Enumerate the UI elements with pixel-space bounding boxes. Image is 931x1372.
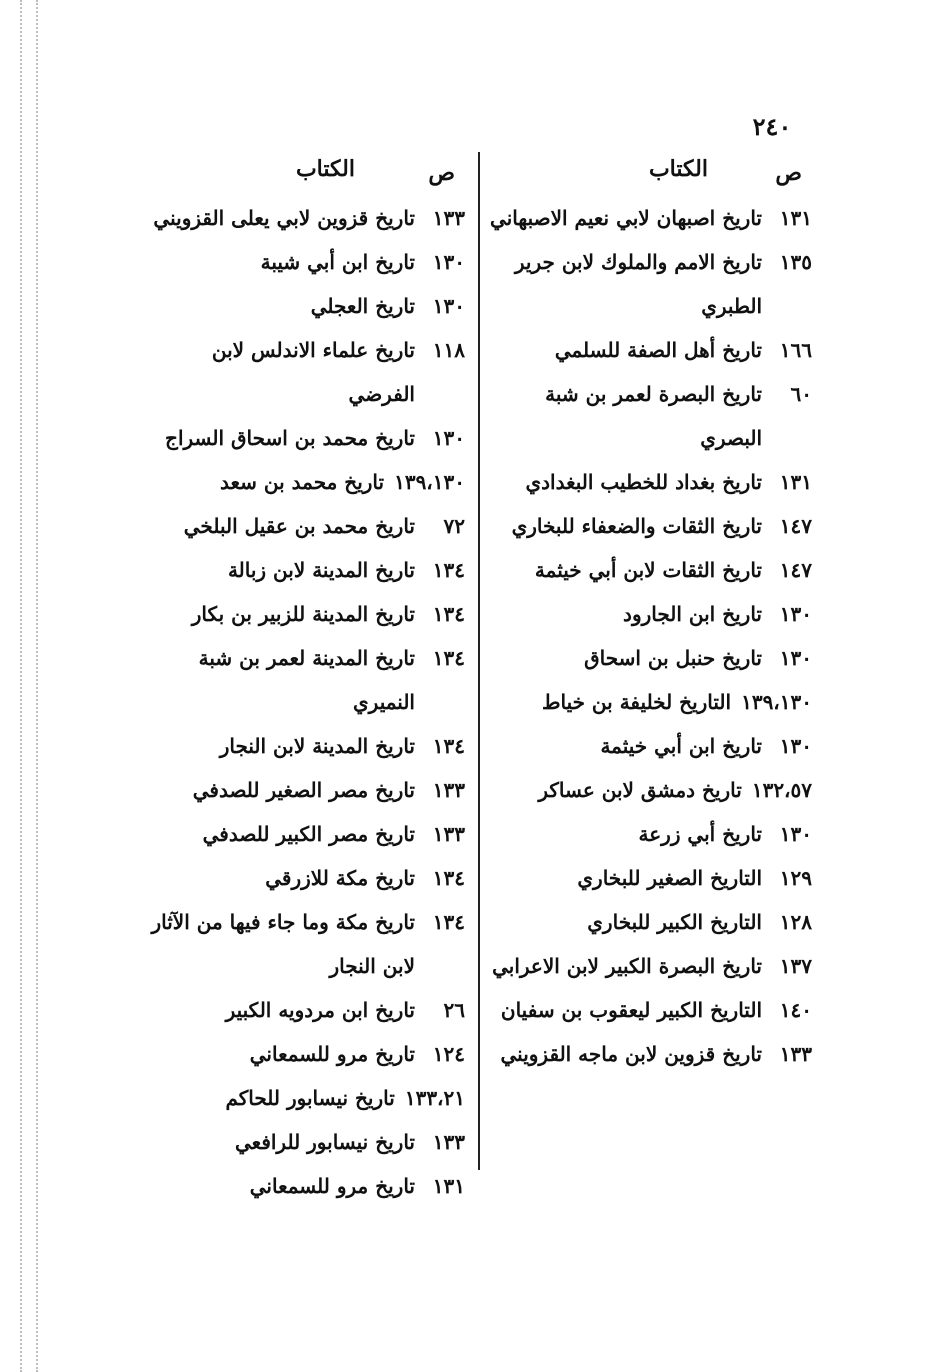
index-entry <box>140 988 465 1032</box>
entry-page-number: ٧٢ <box>443 514 465 538</box>
index-entry <box>140 196 465 240</box>
index-entry <box>140 724 465 768</box>
page-edge-dots <box>20 0 22 1372</box>
index-entry <box>140 460 465 504</box>
entry-book-title: تاريخ أبي زرعة <box>638 822 762 846</box>
entry-page-number: ١٣٠ <box>779 734 812 758</box>
entry-book-title: تاريخ ابن أبي شيبة <box>260 250 415 274</box>
entry-page-number: ١٣١ <box>432 1174 465 1198</box>
entry-book-title: التاريخ الكبير للبخاري <box>587 910 762 934</box>
index-entry <box>140 768 465 812</box>
entry-page-number: ١٣٤ <box>432 646 465 670</box>
index-column-right <box>490 150 812 1076</box>
entry-book-title: تاريخ ابن مردويه الكبير <box>225 998 415 1022</box>
index-entry <box>490 636 812 680</box>
entry-page-number: ١٣٤ <box>432 734 465 758</box>
entry-page-number: ١٦٦ <box>779 338 812 362</box>
index-entry <box>490 504 812 548</box>
entry-book-title: تاريخ قزوين لابن ماجه القزويني <box>500 1042 762 1066</box>
entry-page-number: ١٣٤ <box>432 602 465 626</box>
index-entry <box>490 328 812 372</box>
entry-page-number: ١٤٧ <box>779 514 812 538</box>
entry-book-title: تاريخ الامم والملوك لابن جرير الطبري <box>514 250 762 318</box>
index-entry <box>490 856 812 900</box>
entry-page-number: ١٣٠ <box>432 294 465 318</box>
entry-book-title: تاريخ مصر الكبير للصدفي <box>202 822 415 846</box>
entry-book-title: تاريخ المدينة لابن زبالة <box>227 558 415 582</box>
column-header <box>490 150 812 196</box>
entry-page-number: ١٣٣ <box>432 206 465 230</box>
entry-page-number: ١٣٠ <box>779 646 812 670</box>
index-entry <box>140 284 465 328</box>
index-entry <box>490 944 812 988</box>
page-number: ٢٤٠ <box>752 112 792 141</box>
entry-page-number: ١٣١ <box>779 206 812 230</box>
index-entry <box>140 900 465 988</box>
entry-page-number: ١٣٠ <box>779 602 812 626</box>
entry-book-title: تاريخ المدينة للزبير بن بكار <box>191 602 415 626</box>
index-entry <box>140 240 465 284</box>
entry-book-title: تاريخ اصبهان لابي نعيم الاصبهاني <box>490 206 762 230</box>
index-entry <box>490 900 812 944</box>
entry-book-title: التاريخ الصغير للبخاري <box>577 866 762 890</box>
entry-book-title: تاريخ مرو للسمعاني <box>249 1174 415 1198</box>
entry-page-number: ١٤٠ <box>779 998 812 1022</box>
entry-book-title: التاريخ لخليفة بن خياط <box>541 690 732 714</box>
index-entry <box>490 768 812 812</box>
entry-page-number: ١٣٣ <box>779 1042 812 1066</box>
entry-book-title: تاريخ المدينة لابن النجار <box>219 734 415 758</box>
entry-book-title: تاريخ علماء الاندلس لابن الفرضي <box>211 338 415 406</box>
index-entry <box>490 812 812 856</box>
entry-book-title: تاريخ ابن أبي خيثمة <box>600 734 762 758</box>
header-book-label: الكتاب <box>648 156 708 182</box>
entry-page-number: ١١٨ <box>432 338 465 362</box>
index-entry <box>490 592 812 636</box>
entry-book-title: تاريخ أهل الصفة للسلمي <box>554 338 762 362</box>
index-entry <box>490 196 812 240</box>
entry-page-number: ١٣٥ <box>779 250 812 274</box>
header-page-label: ص <box>428 160 455 186</box>
entry-page-number: ٦٠ <box>790 382 812 406</box>
entry-book-title: تاريخ مكة وما جاء فيها من الآثار لابن النجار <box>151 910 415 978</box>
entry-book-title: تاريخ محمد بن عقيل البلخي <box>183 514 415 538</box>
entry-page-number: ١٢٤ <box>432 1042 465 1066</box>
entry-book-title: تاريخ حنبل بن اسحاق <box>584 646 762 670</box>
entry-page-number: ١٣٩،١٣٠ <box>741 690 812 714</box>
index-entry <box>140 1076 465 1120</box>
entry-book-title: تاريخ مرو للسمعاني <box>249 1042 415 1066</box>
entry-page-number: ١٣٤ <box>432 910 465 934</box>
index-column-left <box>140 150 465 1208</box>
index-entry <box>490 1032 812 1076</box>
index-entry <box>490 460 812 504</box>
index-entry <box>140 856 465 900</box>
index-entry <box>490 680 812 724</box>
entry-book-title: تاريخ نيسابور للرافعي <box>235 1130 415 1154</box>
entry-book-title: تاريخ محمد بن سعد <box>220 470 385 494</box>
entry-page-number: ١٣٤ <box>432 558 465 582</box>
header-book-label: الكتاب <box>295 156 355 182</box>
index-entry <box>140 592 465 636</box>
index-entry <box>140 548 465 592</box>
index-entry <box>140 1032 465 1076</box>
entry-book-title: تاريخ البصرة الكبير لابن الاعرابي <box>492 954 762 978</box>
entry-page-number: ١٣٠ <box>779 822 812 846</box>
entry-page-number: ١٣٢،٥٧ <box>751 778 812 802</box>
index-entry <box>490 548 812 592</box>
entry-book-title: تاريخ البصرة لعمر بن شبة البصري <box>545 382 762 450</box>
entry-book-title: تاريخ بغداد للخطيب البغدادي <box>525 470 762 494</box>
entry-book-title: تاريخ قزوين لابي يعلى القزويني <box>153 206 415 230</box>
entry-book-title: تاريخ الثقات والضعفاء للبخاري <box>511 514 762 538</box>
index-entry <box>140 812 465 856</box>
entry-page-number: ١٢٨ <box>779 910 812 934</box>
entry-page-number: ١٤٧ <box>779 558 812 582</box>
index-entry <box>140 328 465 416</box>
column-divider <box>478 152 480 1170</box>
entry-page-number: ١٣٠ <box>432 426 465 450</box>
entry-book-title: تاريخ العجلي <box>310 294 415 318</box>
entry-page-number: ١٣٣ <box>432 778 465 802</box>
index-entry <box>140 416 465 460</box>
entry-page-number: ٢٦ <box>443 998 465 1022</box>
index-entry <box>490 988 812 1032</box>
entry-page-number: ١٣١ <box>779 470 812 494</box>
entry-book-title: تاريخ الثقات لابن أبي خيثمة <box>534 558 762 582</box>
index-entry <box>140 1120 465 1164</box>
entry-book-title: تاريخ نيسابور للحاكم <box>225 1086 395 1110</box>
index-entry <box>140 636 465 724</box>
index-entry <box>490 724 812 768</box>
entry-book-title: تاريخ مصر الصغير للصدفي <box>192 778 415 802</box>
page-edge-dots <box>36 0 38 1372</box>
entry-book-title: التاريخ الكبير ليعقوب بن سفيان <box>500 998 762 1022</box>
entry-page-number: ١٣٣ <box>432 822 465 846</box>
entry-list <box>140 196 465 1208</box>
index-entry <box>140 1164 465 1208</box>
entry-book-title: تاريخ محمد بن اسحاق السراج <box>165 426 415 450</box>
entry-page-number: ١٣٣،٢١ <box>404 1086 465 1110</box>
index-entry <box>490 240 812 328</box>
index-entry <box>140 504 465 548</box>
entry-book-title: تاريخ المدينة لعمر بن شبة النميري <box>198 646 415 714</box>
entry-page-number: ١٣٩،١٣٠ <box>394 470 465 494</box>
entry-list <box>490 196 812 1076</box>
entry-page-number: ١٣٤ <box>432 866 465 890</box>
entry-book-title: تاريخ دمشق لابن عساكر <box>538 778 742 802</box>
entry-page-number: ١٢٩ <box>779 866 812 890</box>
entry-page-number: ١٣٧ <box>779 954 812 978</box>
header-page-label: ص <box>775 160 802 186</box>
entry-page-number: ١٣٠ <box>432 250 465 274</box>
index-entry <box>490 372 812 460</box>
entry-book-title: تاريخ ابن الجارود <box>623 602 762 626</box>
column-header <box>140 150 465 196</box>
entry-book-title: تاريخ مكة للازرقي <box>265 866 415 890</box>
entry-page-number: ١٣٣ <box>432 1130 465 1154</box>
